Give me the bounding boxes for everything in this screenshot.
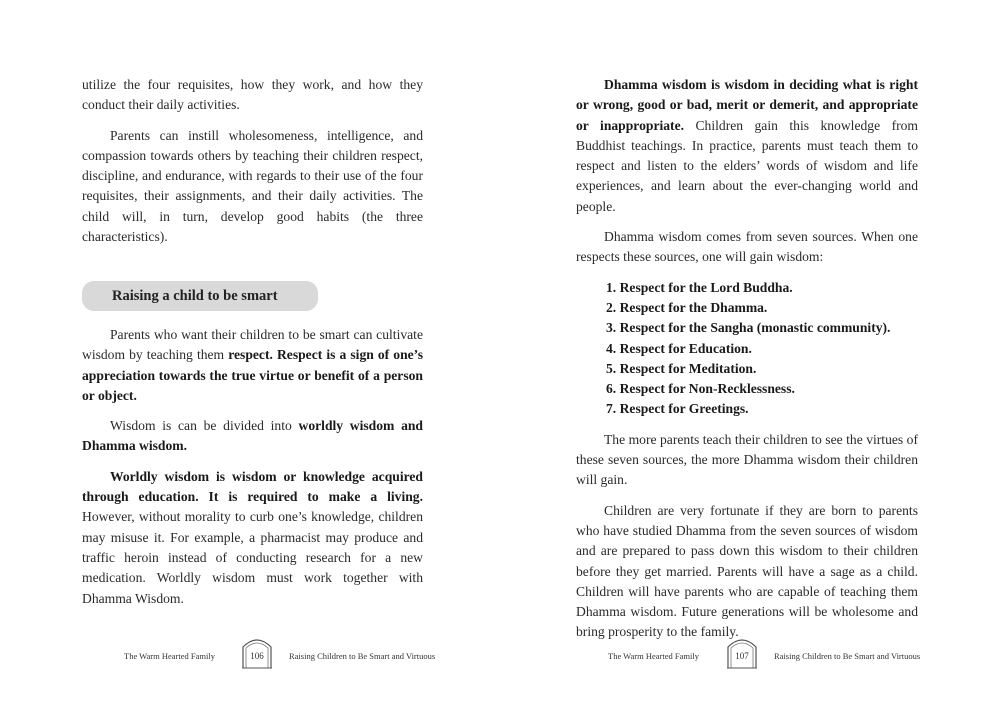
- footer-subtitle: Raising Children to Be Smart and Virtuous: [774, 651, 921, 661]
- text: Children gain this knowledge from Buddhist teachings. In practice, parents must teach them to respect and listen to the elders’ words of wisdom and life experiences, and learn about the ever-changing world and people.: [576, 117, 918, 214]
- right-page: [500, 0, 1000, 707]
- paragraph: [576, 75, 918, 217]
- list-item: 4. Respect for Education.: [606, 340, 752, 356]
- text: Parents who want their children to be smart can cultivate wisdom by teaching them: [82, 327, 423, 363]
- left-text-column-2: [82, 325, 423, 619]
- bold-text: worldly wisdom and Dhamma wisdom.: [82, 418, 423, 454]
- paragraph: utilize the four requisites, how they work, and how they conduct their daily activities.: [82, 77, 423, 113]
- paragraph: [82, 416, 423, 457]
- paragraph: [82, 325, 423, 406]
- page-number: 107: [735, 651, 749, 661]
- list-item: 1. Respect for the Lord Buddha.: [606, 279, 793, 295]
- bold-text: respect.: [228, 347, 273, 363]
- left-text-column: [82, 75, 423, 257]
- list-item: 2. Respect for the Dhamma.: [606, 299, 768, 315]
- footer-title: The Warm Hearted Family: [608, 651, 699, 661]
- page-number-frame: [240, 635, 274, 669]
- list-item: 6. Respect for Non-Recklessness.: [606, 381, 795, 397]
- paragraph: Children are very fortunate if they are born to parents who have studied Dhamma from the seven sources of wisdom and are prepared to pass down this wisdom to their children before they get married. Parents will have a sage as a child. Children will have parents who are capable of teaching them Dhamma wisdom. Future generations will be wholesome and bring prosperity to the family.: [576, 502, 918, 640]
- bold-text: Dhamma wisdom is wisdom in deciding what is right or wrong, good or bad, merit or demerit, and appropriate or inappropriate.: [576, 77, 918, 133]
- list-item: 7. Respect for Greetings.: [606, 401, 749, 417]
- paragraph: The more parents teach their children to see the virtues of these seven sources, the more Dhamma wisdom their children will gain.: [576, 431, 918, 488]
- page-footer: [500, 635, 1000, 671]
- page-number-frame: [725, 635, 759, 669]
- paragraph: Parents can instill wholesomeness, intelligence, and compassion towards others by teaching their children respect, discipline, and endurance, with regards to their use of the four requisites, their assignments, and their daily activities. The child will, in turn, develop good habits (the three characteristics).: [82, 127, 423, 245]
- footer-subtitle: Raising Children to Be Smart and Virtuous: [289, 651, 436, 661]
- text: Wisdom is can be divided into: [110, 418, 299, 434]
- bold-text: Respect is a sign of one’s appreciation towards the true virtue or benefit of a person or object.: [82, 347, 423, 403]
- page-number: 106: [250, 651, 264, 661]
- respect-list: [606, 278, 918, 420]
- footer-title: The Warm Hearted Family: [124, 651, 215, 661]
- right-text-column: [576, 75, 918, 653]
- page-footer: [0, 635, 500, 671]
- paragraph: [82, 467, 423, 609]
- paragraph: Dhamma wisdom comes from seven sources. When one respects these sources, one will gain wisdom:: [576, 229, 918, 265]
- text: However, without morality to curb one’s knowledge, children may misuse it. For example, a pharmacist may produce and traffic heroin instead of conducting research for a new medication. Worldly wisdom must work together with Dhamma Wisdom.: [82, 509, 423, 606]
- section-heading: Raising a child to be smart: [82, 281, 318, 311]
- list-item: 5. Respect for Meditation.: [606, 360, 757, 376]
- bold-text: Worldly wisdom is wisdom or knowledge acquired through education. It is required to make a living.: [82, 468, 423, 505]
- list-item: 3. Respect for the Sangha (monastic community).: [606, 320, 891, 336]
